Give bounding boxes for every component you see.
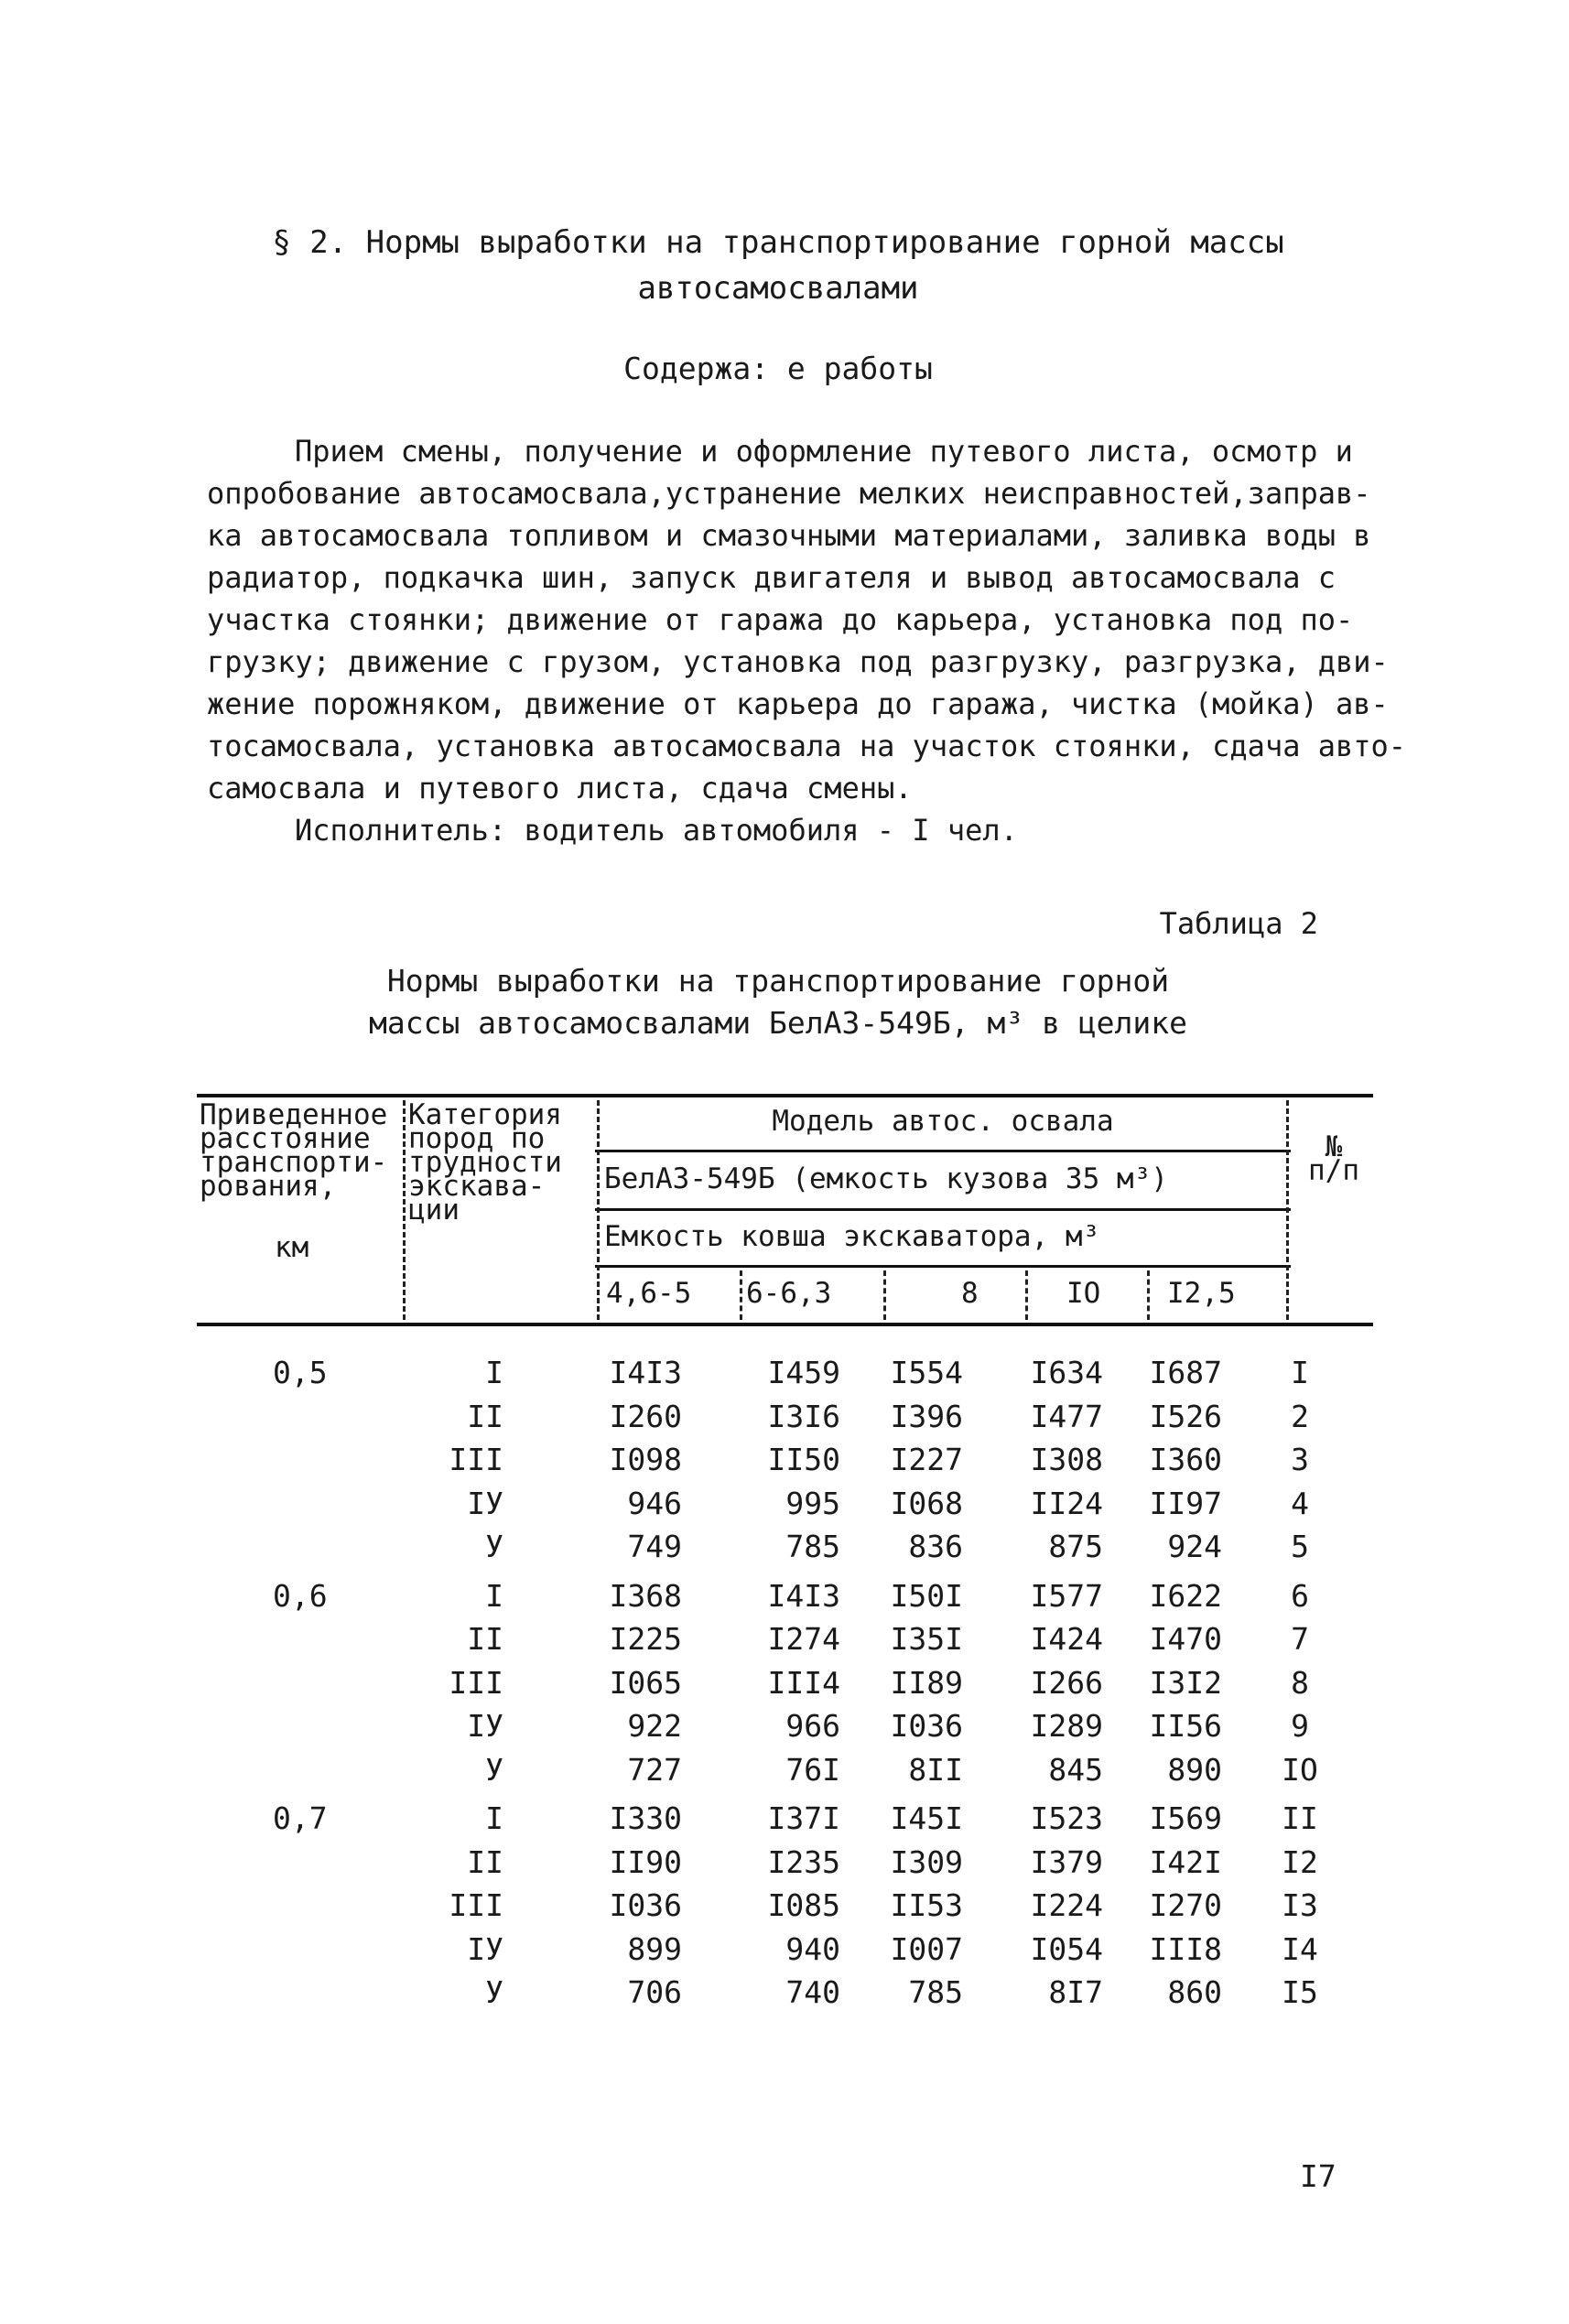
header-bucket-size: 8 (961, 1277, 979, 1310)
row-number-cell: IO (1282, 1751, 1318, 1788)
value-cell: I266 (1030, 1664, 1103, 1701)
value-cell: 966 (785, 1708, 840, 1744)
value-cell: I085 (767, 1887, 840, 1923)
category-cell: IУ (467, 1930, 503, 1967)
contents-line: жение порожняком, движение от карьера до гаража, чистка (мойка) ав- (207, 686, 1389, 721)
header-bucket: Емкость ковша экскаватора, м³ (604, 1220, 1100, 1253)
category-cell: III (449, 1887, 503, 1923)
value-cell: 946 (627, 1485, 682, 1521)
row-number-cell: I4 (1282, 1930, 1318, 1967)
row-number-cell: 4 (1291, 1485, 1309, 1521)
header-model: Модель автос. освала (772, 1105, 1114, 1138)
category-cell: III (449, 1442, 503, 1477)
value-cell: I065 (609, 1664, 682, 1701)
value-cell: I270 (1149, 1887, 1222, 1923)
value-cell: I470 (1149, 1621, 1222, 1657)
header-bucket-size: I2,5 (1167, 1277, 1236, 1310)
category-cell: У (485, 1974, 503, 2010)
value-cell: I007 (890, 1930, 963, 1967)
category-cell: IУ (467, 1485, 503, 1521)
row-number-cell: I (1291, 1355, 1309, 1390)
header-divider (1147, 1270, 1150, 1320)
row-number-cell: 2 (1291, 1398, 1309, 1434)
value-cell: 785 (785, 1529, 840, 1564)
value-cell: I477 (1030, 1398, 1103, 1434)
header-divider (1025, 1270, 1028, 1320)
category-cell: I (485, 1800, 503, 1836)
value-cell: 727 (627, 1751, 682, 1788)
header-divider (740, 1270, 742, 1320)
row-number-cell: 5 (1291, 1529, 1309, 1564)
category-cell: У (485, 1529, 503, 1564)
row-number-cell: I3 (1282, 1887, 1318, 1923)
row-number-cell: 8 (1291, 1664, 1309, 1701)
value-cell: 924 (1167, 1529, 1222, 1564)
value-cell: 836 (908, 1529, 963, 1564)
value-cell: I235 (767, 1843, 840, 1880)
value-cell: I225 (609, 1621, 682, 1657)
category-cell: I (485, 1577, 503, 1614)
value-cell: I368 (609, 1577, 682, 1614)
value-cell: I098 (609, 1442, 682, 1477)
contents-line: тосамосвала, установка автосамосвала на участок стоянки, сдача авто- (207, 729, 1407, 763)
category-cell: II (467, 1843, 503, 1880)
value-cell: I036 (890, 1708, 963, 1744)
value-cell: I224 (1030, 1887, 1103, 1923)
row-number-cell: 6 (1291, 1577, 1309, 1614)
value-cell: I260 (609, 1398, 682, 1434)
value-cell: 8I7 (1048, 1974, 1103, 2010)
header-rownum: № п/п (1308, 1130, 1359, 1187)
header-divider (1286, 1100, 1289, 1320)
value-cell: II53 (890, 1887, 963, 1923)
value-cell: I634 (1030, 1355, 1103, 1390)
value-cell: I4I3 (609, 1355, 682, 1390)
value-cell: I37I (767, 1800, 840, 1836)
header-divider (597, 1100, 600, 1320)
value-cell: I289 (1030, 1708, 1103, 1744)
value-cell: 890 (1167, 1751, 1222, 1788)
header-rule-bucket (595, 1265, 1291, 1268)
category-cell: II (467, 1398, 503, 1434)
section-title: § 2. Нормы выработки на транспортирование горной массы (272, 224, 1284, 261)
value-cell: I687 (1149, 1355, 1222, 1390)
header-rule-model (595, 1150, 1291, 1152)
header-distance-unit: км (275, 1231, 309, 1264)
table-caption-line2: массы автосамосвалами БелАЗ-549Б, м³ в целике (368, 1005, 1188, 1041)
row-number-cell: I5 (1282, 1974, 1318, 2010)
performer-line: Исполнитель: водитель автомобиля - I чел. (295, 813, 1018, 848)
category-cell: У (485, 1751, 503, 1788)
distance-value: 0,5 (273, 1355, 328, 1390)
value-cell: 940 (785, 1930, 840, 1967)
section-title-line2: автосамосвалами (637, 270, 919, 307)
value-cell: I45I (890, 1800, 963, 1836)
contents-line: самосвала и путевого листа, сдача смены. (207, 771, 913, 805)
header-bucket-size: 4,6-5 (606, 1277, 692, 1310)
header-divider (883, 1270, 886, 1320)
table-number: Таблица 2 (1159, 906, 1318, 941)
value-cell: I577 (1030, 1577, 1103, 1614)
value-cell: II89 (890, 1664, 963, 1701)
row-number-cell: 7 (1291, 1621, 1309, 1657)
value-cell: I554 (890, 1355, 963, 1390)
value-cell: I459 (767, 1355, 840, 1390)
value-cell: II90 (609, 1843, 682, 1880)
header-divider (403, 1100, 406, 1320)
category-cell: I (485, 1355, 503, 1390)
value-cell: I42I (1149, 1843, 1222, 1880)
category-cell: II (467, 1621, 503, 1657)
contents-line: опробование автосамосвала,устранение мелких неисправностей,заправ- (207, 476, 1371, 511)
value-cell: I424 (1030, 1621, 1103, 1657)
value-cell: I569 (1149, 1800, 1222, 1836)
value-cell: I3I6 (767, 1398, 840, 1434)
value-cell: 76I (785, 1751, 840, 1788)
contents-line: участка стоянки; движение от гаража до карьера, установка под по- (207, 602, 1354, 637)
table-header-bottom-rule (197, 1323, 1373, 1326)
header-bucket-size: IO (1066, 1277, 1101, 1310)
value-cell: I274 (767, 1621, 840, 1657)
value-cell: I379 (1030, 1843, 1103, 1880)
page-number: I7 (1300, 2158, 1336, 2194)
value-cell: 706 (627, 1974, 682, 2010)
value-cell: I330 (609, 1800, 682, 1836)
value-cell: III4 (767, 1664, 840, 1701)
header-rule-model-name (595, 1208, 1291, 1211)
value-cell: II97 (1149, 1485, 1222, 1521)
value-cell: I4I3 (767, 1577, 840, 1614)
header-bucket-size: 6-6,3 (746, 1277, 832, 1310)
value-cell: I036 (609, 1887, 682, 1923)
value-cell: 785 (908, 1974, 963, 2010)
table-caption: Нормы выработки на транспортирование горной (386, 963, 1170, 999)
value-cell: I622 (1149, 1577, 1222, 1614)
contents-line: радиатор, подкачка шин, запуск двигателя и вывод автосамосвала с (207, 560, 1336, 595)
row-number-cell: II (1282, 1800, 1318, 1836)
header-category: Категория пород по трудности экскава- ции (408, 1098, 562, 1227)
contents-line: грузку; движение с грузом, установка под разгрузку, разгрузка, дви- (207, 644, 1389, 679)
value-cell: 749 (627, 1529, 682, 1564)
value-cell: I396 (890, 1398, 963, 1434)
distance-value: 0,7 (273, 1800, 328, 1836)
value-cell: III8 (1149, 1930, 1222, 1967)
value-cell: I360 (1149, 1442, 1222, 1477)
header-distance: Приведенное расстояние транспорти- рования, (200, 1098, 388, 1203)
value-cell: 922 (627, 1708, 682, 1744)
value-cell: 860 (1167, 1974, 1222, 2010)
value-cell: 845 (1048, 1751, 1103, 1788)
table-top-rule (197, 1094, 1373, 1097)
row-number-cell: 9 (1291, 1708, 1309, 1744)
category-cell: III (449, 1664, 503, 1701)
row-number-cell: I2 (1282, 1843, 1318, 1880)
value-cell: I054 (1030, 1930, 1103, 1967)
distance-value: 0,6 (273, 1577, 328, 1614)
header-model-name: БелАЗ-549Б (емкость кузова 35 м³) (604, 1162, 1168, 1195)
category-cell: IУ (467, 1708, 503, 1744)
value-cell: I227 (890, 1442, 963, 1477)
contents-heading: Содержа: е работы (623, 351, 933, 386)
value-cell: 995 (785, 1485, 840, 1521)
value-cell: I50I (890, 1577, 963, 1614)
value-cell: I526 (1149, 1398, 1222, 1434)
value-cell: II24 (1030, 1485, 1103, 1521)
contents-line: ка автосамосвала топливом и смазочными материалами, заливка воды в (207, 518, 1371, 553)
value-cell: I308 (1030, 1442, 1103, 1477)
value-cell: II56 (1149, 1708, 1222, 1744)
value-cell: 8II (908, 1751, 963, 1788)
value-cell: I309 (890, 1843, 963, 1880)
value-cell: I523 (1030, 1800, 1103, 1836)
row-number-cell: 3 (1291, 1442, 1309, 1477)
value-cell: 740 (785, 1974, 840, 2010)
value-cell: 899 (627, 1930, 682, 1967)
value-cell: II50 (767, 1442, 840, 1477)
value-cell: I068 (890, 1485, 963, 1521)
value-cell: 875 (1048, 1529, 1103, 1564)
contents-line: Прием смены, получение и оформление путевого листа, осмотр и (295, 434, 1353, 469)
value-cell: I35I (890, 1621, 963, 1657)
value-cell: I3I2 (1149, 1664, 1222, 1701)
